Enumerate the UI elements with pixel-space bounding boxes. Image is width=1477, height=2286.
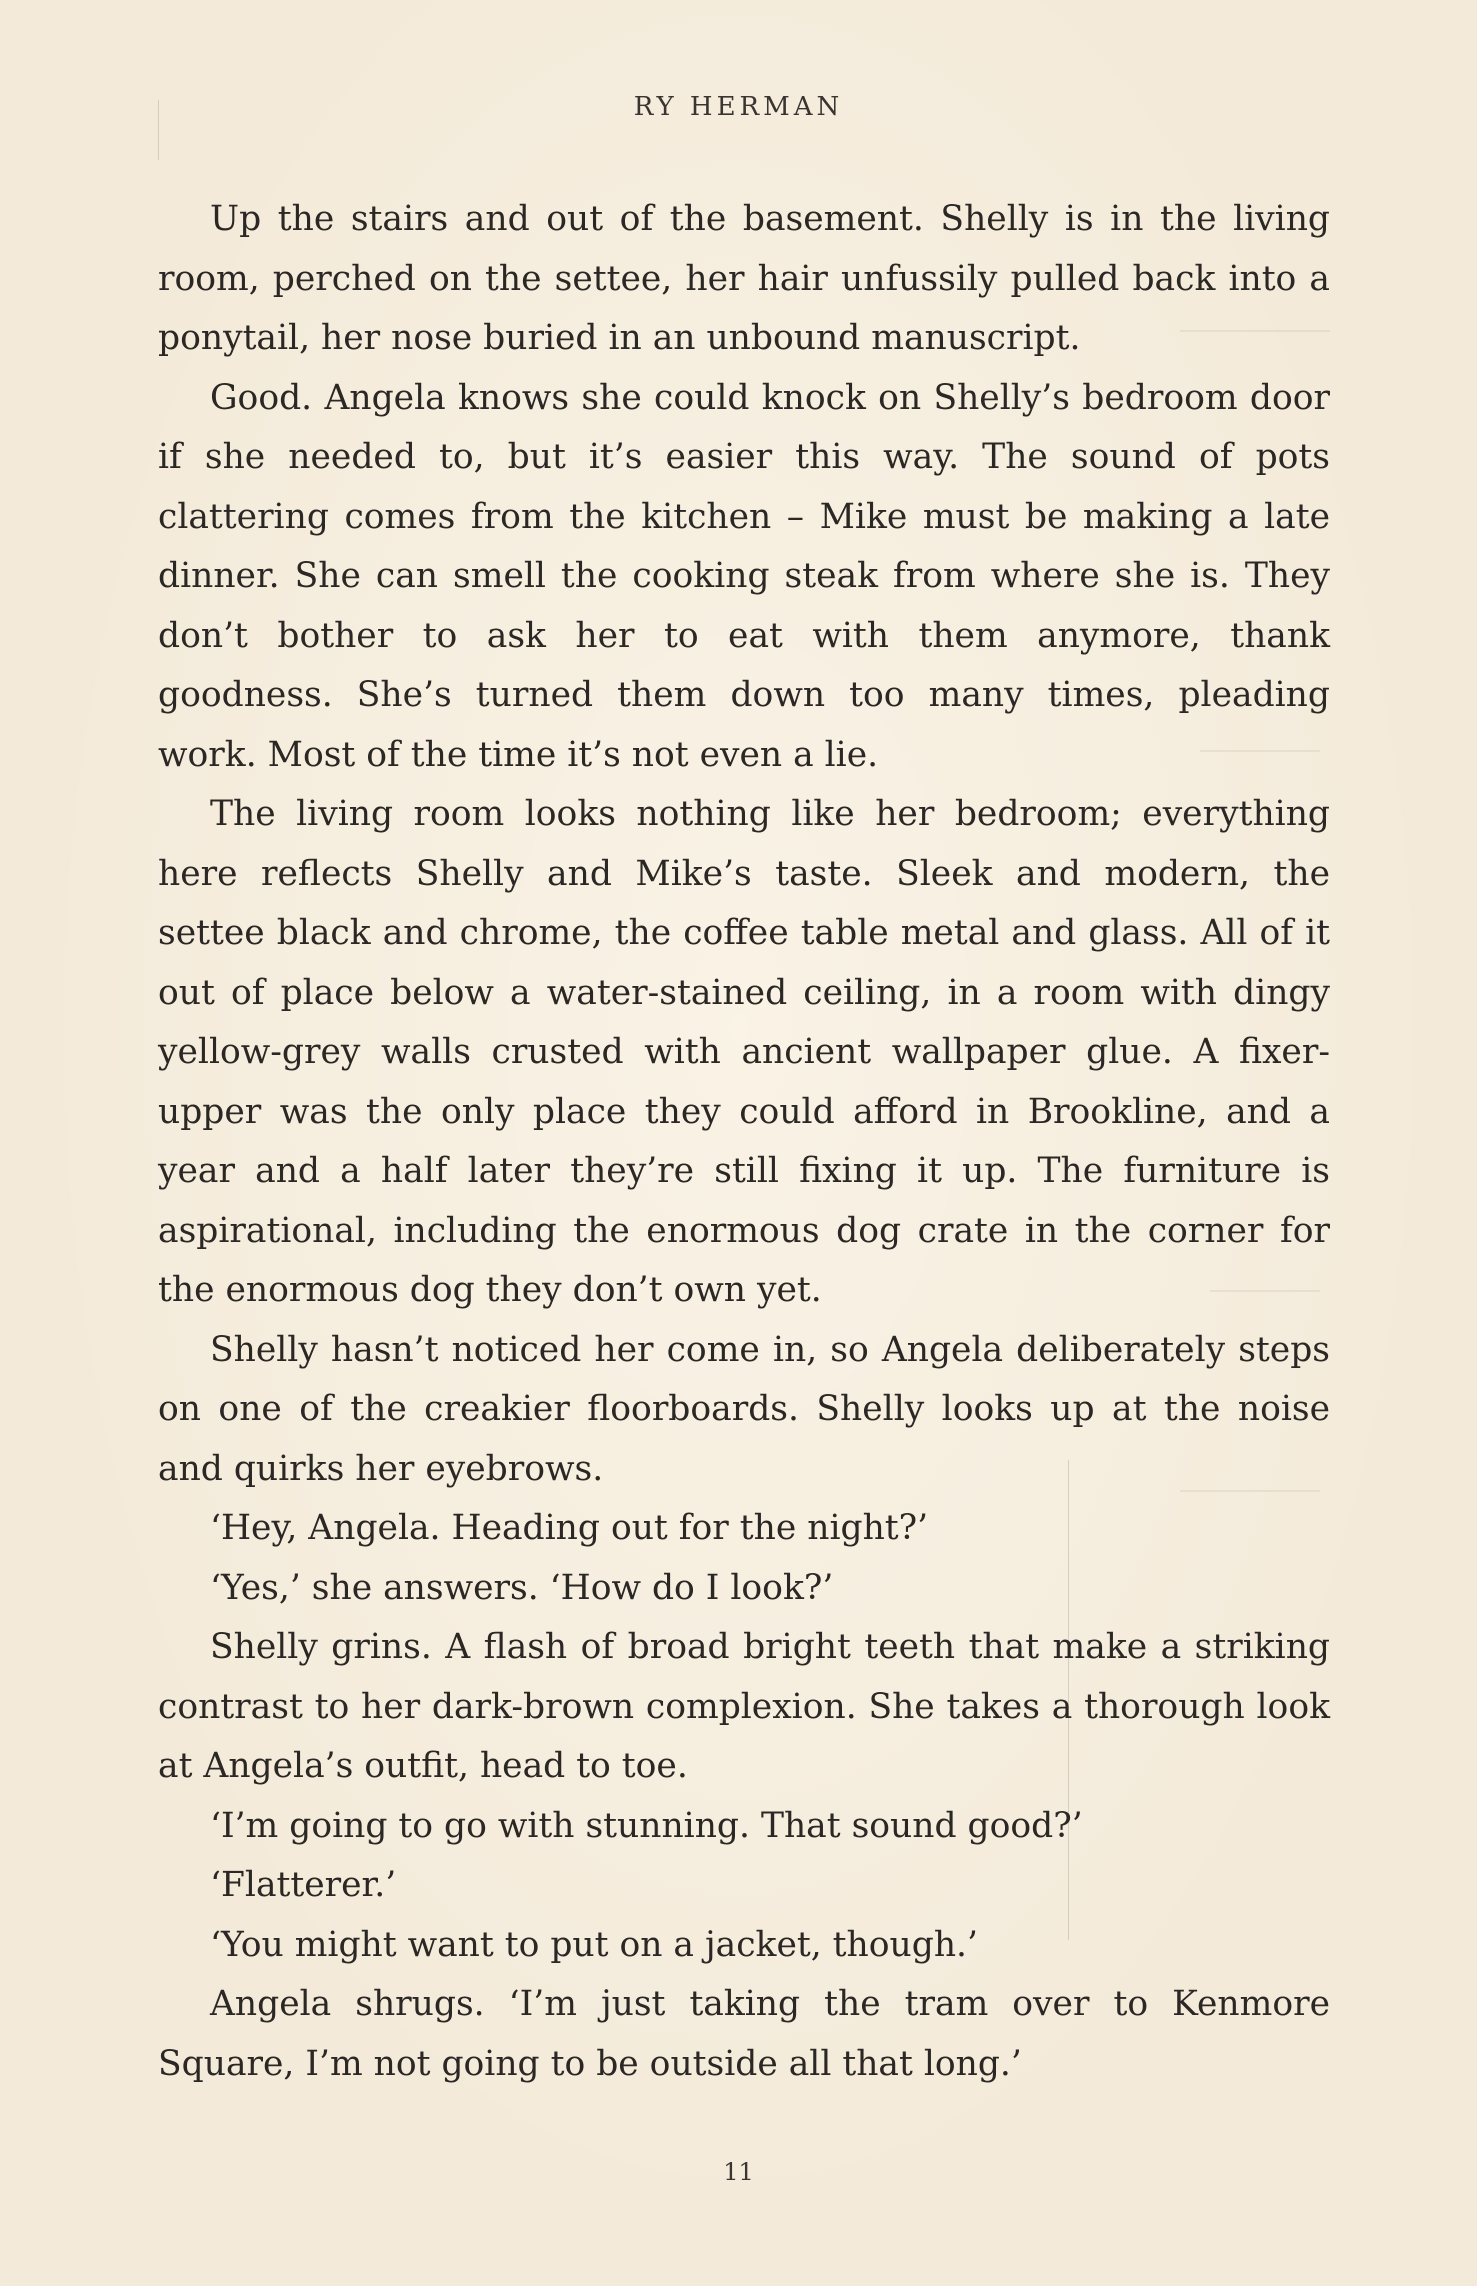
paragraph: Shelly grins. A flash of broad bright teeth that make a striking contrast to her dark-brown complexion. She takes a thorough look at Angela’s outfit, head to toe. [158, 1627, 1330, 1786]
paragraph: Angela shrugs. ‘I’m just taking the tram over to Kenmore Square, I’m not going to be outside all that long.’ [158, 1984, 1330, 2084]
dialogue-line: ‘You might want to put on a jacket, though.’ [210, 1924, 978, 1965]
paragraph: Good. Angela knows she could knock on Shelly’s bedroom door if she needed to, but it’s easier this way. The sound of pots clattering comes from the kitchen – Mike must be making a late dinner. She can smell the cooking steak from where she is. They don’t bother to ask her to eat with them anymore, thank goodness. She’s turned them down too many times, pleading work. Most of the time it’s not even a lie. [158, 377, 1330, 775]
paragraph: Up the stairs and out of the basement. Shelly is in the living room, perched on the settee, her hair unfussily pulled back into a ponytail, her nose buried in an unbound manuscript. [158, 199, 1330, 358]
dialogue-line: ‘I’m going to go with stunning. That sound good?’ [210, 1805, 1083, 1846]
body-text [158, 190, 1330, 2094]
running-head: RY HERMAN [633, 92, 844, 122]
dialogue-line: ‘Hey, Angela. Heading out for the night?’ [210, 1508, 929, 1548]
paragraph: Shelly hasn’t noticed her come in, so Angela deliberately steps on one of the creakier floorboards. Shelly looks up at the noise and quirks her eyebrows. [158, 1329, 1330, 1489]
dialogue-line: ‘Yes,’ she answers. ‘How do I look?’ [210, 1567, 834, 1608]
paragraph: The living room looks nothing like her bedroom; everything here reflects Shelly and Mike’s taste. Sleek and modern, the settee black and chrome, the coffee table metal and glass. All of it out of place below a water-stained ceiling, in a room with dingy yellow-grey walls crusted with ancient wallpaper glue. A fixer-upper was the only place they could afford in Brookline, and a year and a half later they’re still fixing it up. The furniture is aspirational, including the enormous dog crate in the corner for the enormous dog they don’t own yet. [158, 794, 1330, 1310]
dialogue-line: ‘Flatterer.’ [210, 1865, 397, 1905]
page-number: 11 [723, 2158, 754, 2186]
